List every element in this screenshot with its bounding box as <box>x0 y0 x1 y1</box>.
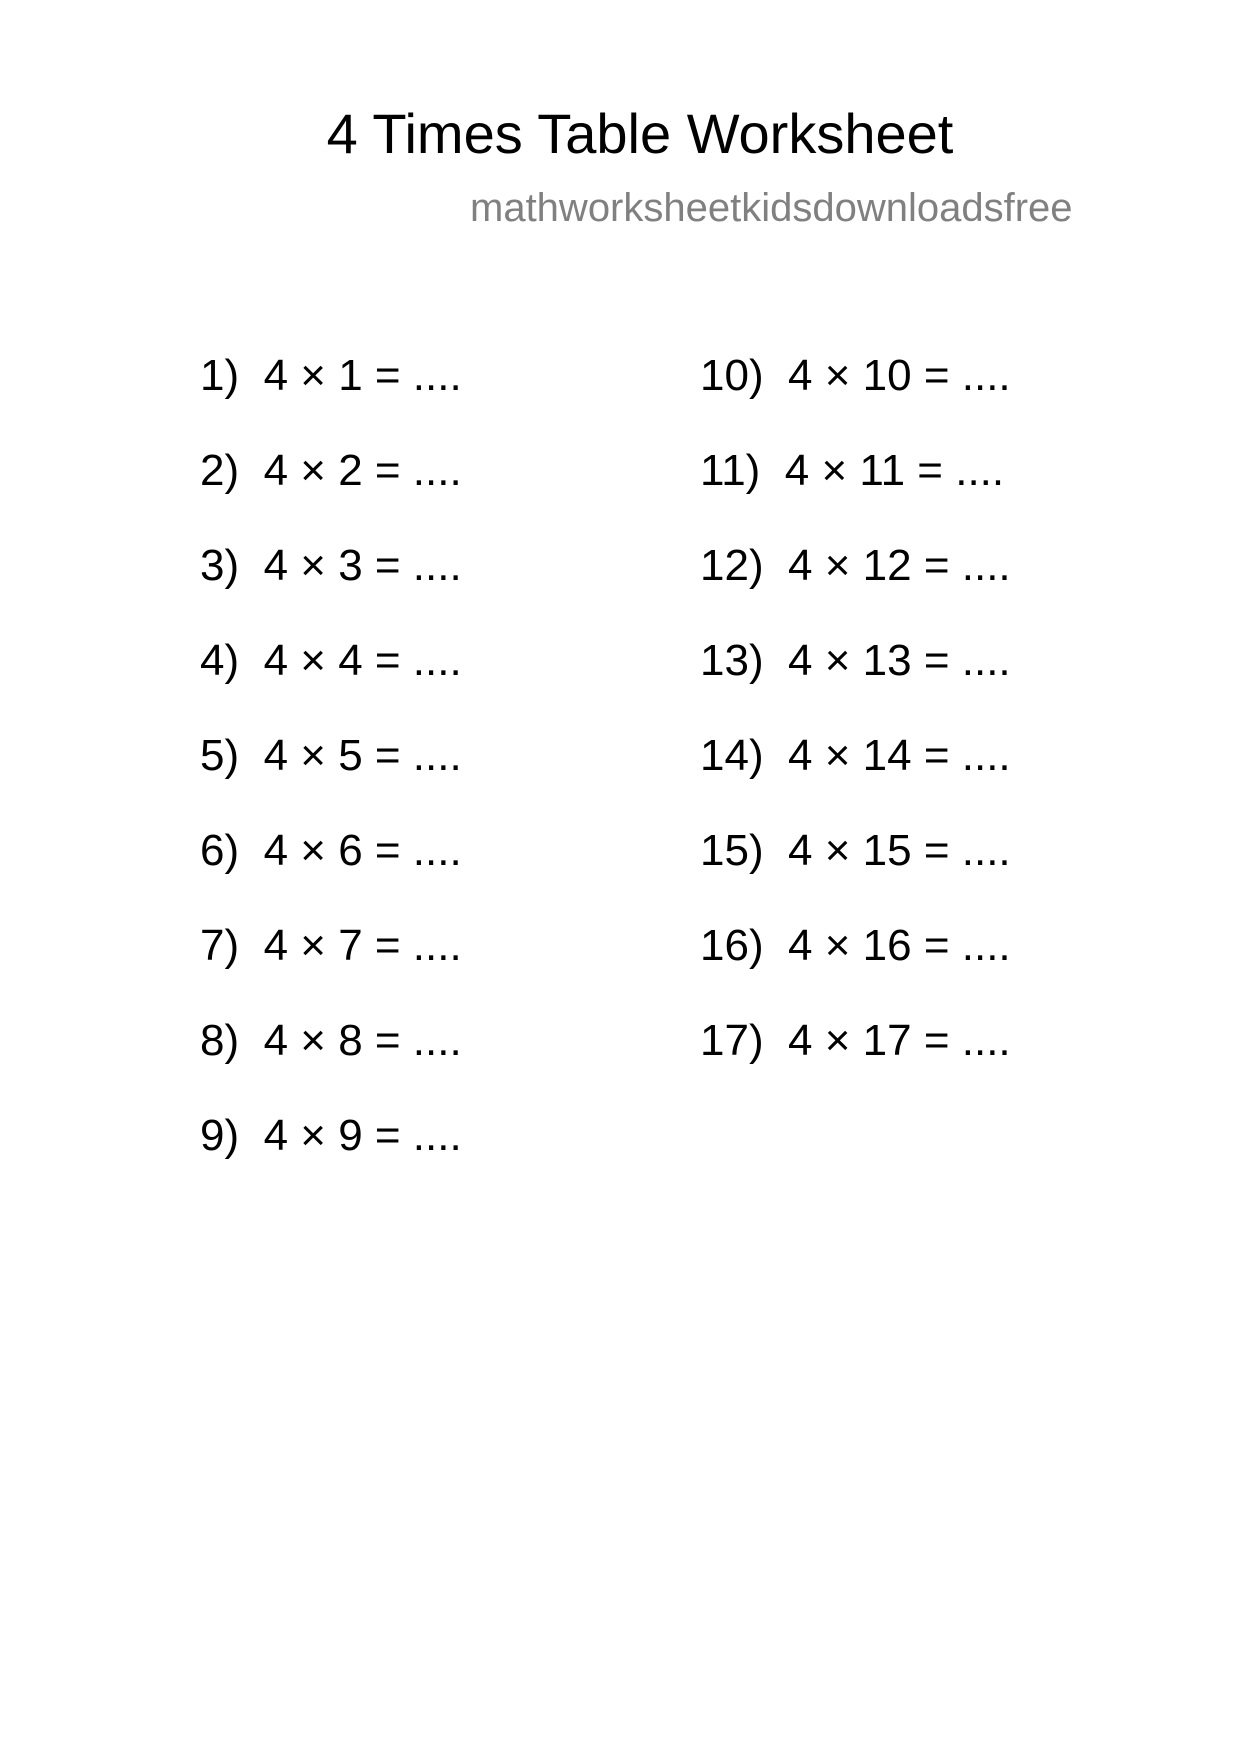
problems-right-column <box>700 350 1011 1110</box>
problem-item: 5) 4 × 5 = .... <box>200 731 462 780</box>
problem-item: 12) 4 × 12 = .... <box>700 541 1011 590</box>
problem-item: 2) 4 × 2 = .... <box>200 446 462 495</box>
problem-item: 10) 4 × 10 = .... <box>700 351 1011 400</box>
problem-item: 15) 4 × 15 = .... <box>700 826 1011 875</box>
problem-item: 16) 4 × 16 = .... <box>700 921 1011 970</box>
problems-left-column <box>200 350 462 1205</box>
problem-item: 1) 4 × 1 = .... <box>200 351 462 400</box>
problem-item: 4) 4 × 4 = .... <box>200 636 462 685</box>
problem-item: 3) 4 × 3 = .... <box>200 541 462 590</box>
problem-item: 7) 4 × 7 = .... <box>200 921 462 970</box>
problem-item: 14) 4 × 14 = .... <box>700 731 1011 780</box>
problem-item: 6) 4 × 6 = .... <box>200 826 462 875</box>
problem-item: 8) 4 × 8 = .... <box>200 1016 462 1065</box>
problem-item: 9) 4 × 9 = .... <box>200 1111 462 1160</box>
problem-item: 17) 4 × 17 = .... <box>700 1016 1011 1065</box>
problem-item: 11) 4 × 11 = .... <box>700 446 1005 495</box>
worksheet-subtitle: mathworksheetkidsdownloadsfree <box>470 186 1073 230</box>
problem-item: 13) 4 × 13 = .... <box>700 636 1011 685</box>
worksheet-title: 4 Times Table Worksheet <box>326 102 954 165</box>
